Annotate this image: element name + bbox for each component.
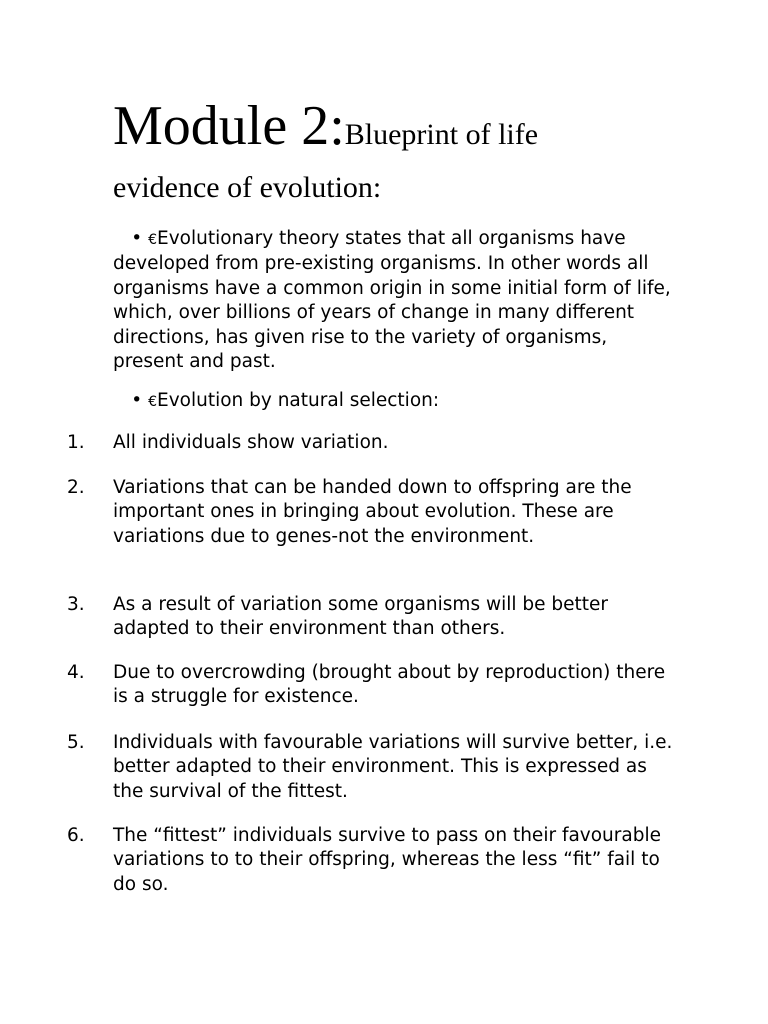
bullet-marker: [113, 227, 157, 252]
bullet-paragraph-evolutionary-theory: [113, 227, 673, 374]
bullet-text: Evolutionary theory states that all organisms have developed from pre-existing organisms. In other words all organisms have a common origin in some initial form of life, which, over billions of years of change in many different directions, has given rise to the variety of organisms, present and past.: [113, 228, 671, 373]
page-title: [113, 95, 539, 157]
euro-glyph: €: [148, 232, 157, 248]
list-text: All individuals show variation.: [113, 432, 389, 453]
bullet-marker: [113, 389, 157, 414]
list-text: Individuals with favourable variations will survive better, i.e. better adapted to their environment. This is expressed as the survival of the fittest.: [113, 732, 673, 802]
euro-glyph: €: [148, 394, 157, 410]
list-number: 1.: [67, 432, 85, 453]
list-number: 5.: [67, 732, 85, 753]
bullet-text: Evolution by natural selection:: [157, 390, 440, 411]
title-topic: Blueprint of life: [344, 118, 539, 151]
bullet-dot: •: [131, 390, 143, 411]
list-number: 3.: [67, 594, 85, 615]
title-module: Module 2:: [113, 95, 345, 157]
list-number: 2.: [67, 477, 85, 498]
list-text: Variations that can be handed down to offspring are the important ones in bringing about evolution. These are variations due to genes-not the environment.: [113, 477, 632, 547]
section-heading: evidence of evolution:: [113, 171, 382, 204]
list-text: Due to overcrowding (brought about by reproduction) there is a struggle for existence.: [113, 662, 666, 708]
list-text: The “fittest” individuals survive to pass on their favourable variations to to their offspring, whereas the less “fit” fail to do so.: [113, 825, 661, 895]
list-text: As a result of variation some organisms will be better adapted to their environment than others.: [113, 594, 609, 640]
bullet-dot: •: [131, 228, 143, 249]
list-number: 4.: [67, 662, 85, 683]
bullet-paragraph-natural-selection: [113, 389, 673, 414]
list-number: 6.: [67, 825, 85, 846]
